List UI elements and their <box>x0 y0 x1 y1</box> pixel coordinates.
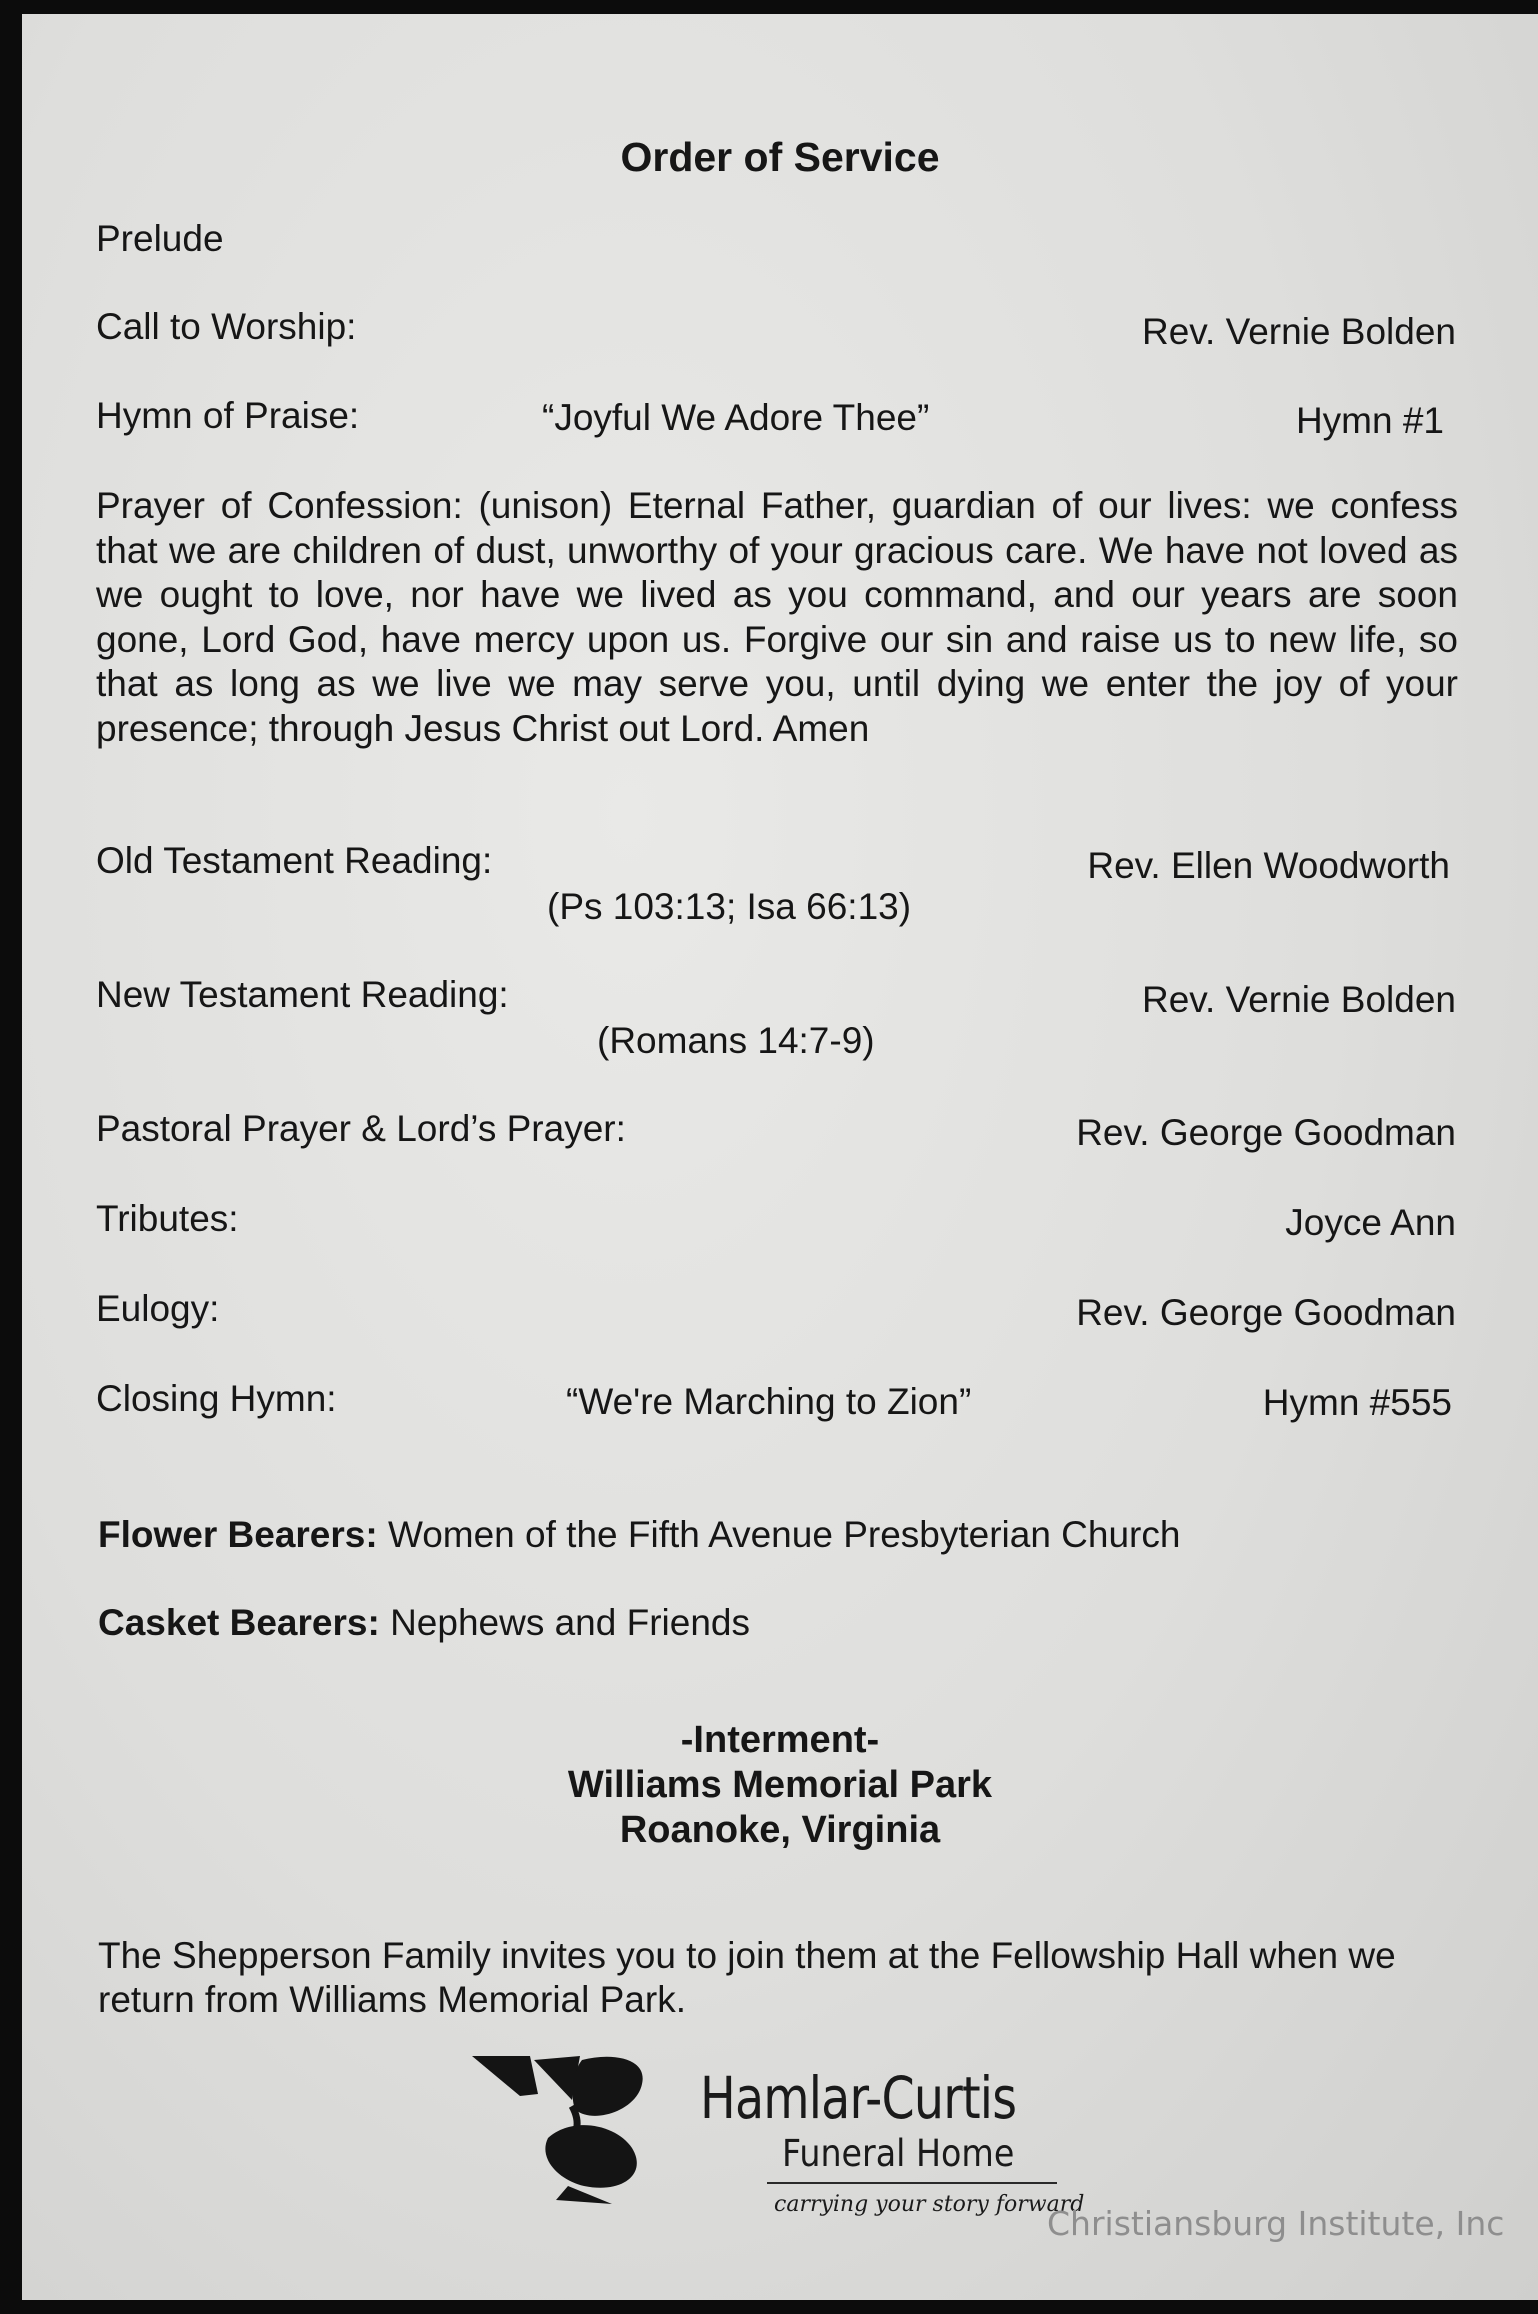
closing-hymn-title: “We're Marching to Zion” <box>566 1381 972 1422</box>
page-title: Order of Service <box>620 134 940 180</box>
hymn-of-praise-title: “Joyful We Adore Thee” <box>542 397 930 438</box>
pastoral-prayer-row <box>96 1108 1456 1158</box>
hymn-of-praise-number: Hymn #1 <box>1295 400 1444 441</box>
interment-location: Roanoke, Virginia <box>619 1809 941 1851</box>
pastoral-prayer-leader: Rev. George Goodman <box>1076 1112 1456 1153</box>
flower-bearers-value: Women of the Fifth Avenue Presbyterian Church <box>387 1514 1181 1555</box>
new-testament-row <box>96 974 1456 1024</box>
old-testament-reference: (Ps 103:13; Isa 66:13) <box>547 886 912 927</box>
call-to-worship-leader: Rev. Vernie Bolden <box>1141 311 1456 352</box>
new-testament-label: New Testament Reading: <box>96 974 509 1015</box>
funeral-home-logo-icon <box>472 2054 712 2224</box>
interment-place: Williams Memorial Park <box>567 1764 993 1806</box>
funeral-home-subtitle: Funeral Home <box>782 2132 1015 2175</box>
interment-heading: -Interment- <box>680 1719 880 1761</box>
new-testament-reference: (Romans 14:7-9) <box>597 1020 875 1061</box>
closing-hymn-label: Closing Hymn: <box>96 1378 337 1419</box>
eulogy-leader: Rev. George Goodman <box>1076 1292 1456 1333</box>
flower-bearers-label: Flower Bearers: <box>98 1514 378 1555</box>
tributes-label: Tributes: <box>96 1198 239 1239</box>
funeral-home-name: Hamlar-Curtis <box>700 2064 1017 2132</box>
call-to-worship-row <box>96 306 1456 356</box>
pastoral-prayer-label: Pastoral Prayer & Lord’s Prayer: <box>96 1108 626 1149</box>
new-testament-leader: Rev. Vernie Bolden <box>1141 979 1456 1020</box>
old-testament-label: Old Testament Reading: <box>96 840 493 881</box>
casket-bearers-label: Casket Bearers: <box>98 1602 380 1643</box>
interment-block <box>22 1718 1538 1853</box>
prelude-label: Prelude <box>96 218 224 259</box>
old-testament-leader: Rev. Ellen Woodworth <box>1087 845 1450 886</box>
hymn-of-praise-row <box>96 395 1456 445</box>
closing-hymn-number: Hymn #555 <box>1262 1382 1452 1423</box>
call-to-worship-label: Call to Worship: <box>96 306 357 347</box>
eulogy-row <box>96 1288 1456 1338</box>
prelude-row <box>96 218 1456 268</box>
hymn-of-praise-label: Hymn of Praise: <box>96 395 360 436</box>
tributes-leader: Joyce Ann <box>1285 1202 1456 1243</box>
brand-divider <box>767 2182 1057 2184</box>
casket-bearers <box>98 1602 750 1644</box>
casket-bearers-value: Nephews and Friends <box>390 1602 750 1643</box>
old-testament-row <box>96 840 1456 890</box>
funeral-home-tagline: carrying your story forward <box>774 2192 1085 2217</box>
invitation-text: The Shepperson Family invites you to join them at the Fellowship Hall when we return from Williams Memorial Park. <box>98 1935 1396 2020</box>
program-page <box>22 14 1538 2300</box>
flower-bearers <box>98 1514 1180 1556</box>
eulogy-label: Eulogy: <box>96 1288 220 1329</box>
watermark: Christiansburg Institute, Inc <box>1047 2204 1505 2243</box>
prayer-of-confession: Prayer of Confession: (unison) Eternal Father, guardian of our lives: we confess that we are children of dust, unworthy of your gracious care. We have not loved as we ought to love, nor have we lived as you command, and our years are soon gone, Lord God, have mercy upon us. Forgive our sin and raise us to new life, so that as long as we live we may serve you, until dying we enter the joy of your presence; through Jesus Christ out Lord. Amen <box>96 485 1458 749</box>
tributes-row <box>96 1198 1456 1248</box>
closing-hymn-row <box>96 1378 1456 1428</box>
